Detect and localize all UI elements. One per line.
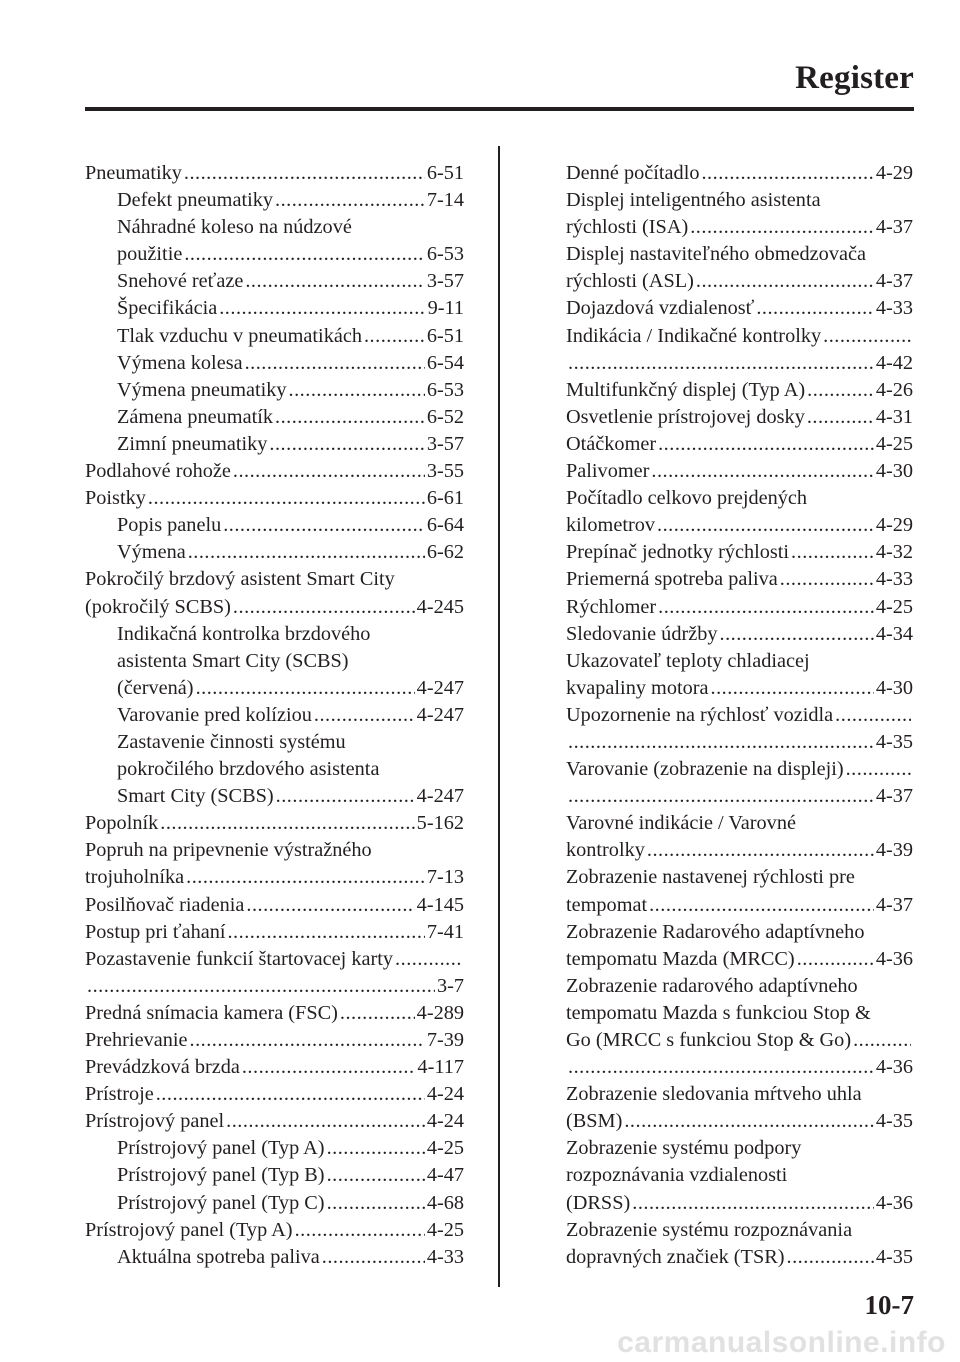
index-entry: Zobrazenie systému podpory <box>566 1137 802 1160</box>
dot-leader <box>701 160 873 187</box>
index-entry <box>85 539 464 566</box>
page-title: Register <box>795 60 914 96</box>
entry-text: Snehové reťaze <box>117 270 244 293</box>
entry-page: 4-35 <box>875 1110 913 1133</box>
dot-leader <box>651 458 873 485</box>
entry-text: Palivomer <box>566 460 650 483</box>
index-entry: rozpoznávania vzdialenosti <box>566 1164 788 1187</box>
entry-text: Osvetlenie prístrojovej dosky <box>566 405 805 428</box>
entry-page: 4-25 <box>426 1137 464 1160</box>
dot-leader <box>245 350 425 377</box>
index-entry <box>566 431 913 458</box>
entry-text: Postup pri ťahaní <box>85 920 226 943</box>
column-divider <box>498 146 500 1287</box>
entry-text: Tlak vzduchu v pneumatikách <box>117 324 362 347</box>
entry-text: Dojazdová vzdialenosť <box>566 297 755 320</box>
entry-page: 6-64 <box>426 514 464 537</box>
entry-text: Prepínač jednotky rýchlosti <box>566 541 790 564</box>
index-entry <box>566 1108 913 1135</box>
index-entry <box>566 756 913 783</box>
index-entry <box>85 1190 464 1217</box>
entry-page: 4-31 <box>875 405 913 428</box>
entry-text: Prístrojový panel (Typ C) <box>117 1191 325 1214</box>
entry-text: Aktuálna spotreba paliva <box>117 1245 320 1268</box>
entry-page: 6-51 <box>426 324 464 347</box>
dot-leader <box>807 404 874 431</box>
index-entry <box>566 702 913 729</box>
index-entry <box>85 702 464 729</box>
entry-text: Otáčkomer <box>566 432 657 455</box>
entry-page: 7-14 <box>426 189 464 212</box>
dot-leader <box>223 512 425 539</box>
index-entry: pokročilého brzdového asistenta <box>117 758 380 781</box>
dot-leader <box>720 621 874 648</box>
dot-leader <box>314 702 415 729</box>
dot-leader <box>184 241 424 268</box>
entry-page: 4-36 <box>875 1191 913 1214</box>
index-entry: Zobrazenie systému rozpoznávania <box>566 1218 853 1241</box>
index-entry <box>85 268 464 295</box>
entry-text: Upozornenie na rýchlosť vozidla <box>566 703 834 726</box>
entry-page: 4-33 <box>875 568 913 591</box>
index-entry <box>85 892 464 919</box>
index-entry <box>85 1162 464 1189</box>
entry-page: 4-117 <box>417 1056 464 1079</box>
dot-leader <box>233 458 425 485</box>
index-entry <box>566 295 913 322</box>
entry-page: 4-34 <box>875 622 913 645</box>
entry-text: kvapaliny motora <box>566 676 709 699</box>
dot-leader <box>322 1244 425 1271</box>
entry-text: Prístroje <box>85 1083 154 1106</box>
entry-page: 4-30 <box>875 676 913 699</box>
entry-page: 4-247 <box>416 676 464 699</box>
entry-text: Prehrievanie <box>85 1029 188 1051</box>
dot-leader <box>295 1217 425 1244</box>
index-entry <box>566 214 913 241</box>
dot-leader <box>658 594 874 621</box>
entry-text: (pokročilý SCBS) <box>85 595 231 618</box>
entry-text: kontrolky <box>566 839 645 862</box>
entry-text: Poistky <box>85 487 146 510</box>
dot-leader <box>186 864 425 891</box>
dot-leader <box>276 783 415 810</box>
index-entry <box>566 594 913 621</box>
entry-page: 3-55 <box>426 460 464 483</box>
dot-leader <box>624 1108 873 1135</box>
entry-page: 4-26 <box>875 378 913 401</box>
index-entry <box>566 160 913 187</box>
entry-page: 4-36 <box>875 1056 913 1079</box>
dot-leader <box>190 1027 425 1054</box>
entry-text: Varovanie (zobrazenie na displeji) <box>566 758 844 781</box>
entry-page: 4-145 <box>416 893 464 916</box>
dot-leader <box>647 837 874 864</box>
index-entry: Zobrazenie Radarového adaptívneho <box>566 920 865 943</box>
entry-text: Prístrojový panel (Typ A) <box>117 1137 325 1160</box>
entry-text: tempomatu Mazda (MRCC) <box>566 947 795 970</box>
index-entry: Varovné indikácie / Varovné <box>566 812 796 835</box>
index-entry <box>85 350 464 377</box>
entry-page: 4-30 <box>875 460 913 483</box>
entry-text: Prístrojový panel <box>85 1110 225 1133</box>
entry-page: 3-57 <box>426 270 464 293</box>
index-entry <box>566 783 913 810</box>
entry-page: 4-36 <box>875 947 913 970</box>
entry-page: 4-37 <box>875 893 913 916</box>
index-entry <box>85 1135 464 1162</box>
index-entry <box>566 946 913 973</box>
entry-text: rýchlosti (ISA) <box>566 216 689 239</box>
index-entry <box>85 1054 464 1081</box>
index-entry: Displej inteligentného asistenta <box>566 189 821 212</box>
entry-page: 6-61 <box>426 487 464 510</box>
index-entry <box>85 864 464 891</box>
entry-text: (DRSS) <box>566 1191 631 1214</box>
dot-leader <box>568 350 874 377</box>
entry-page: 6-54 <box>426 351 464 374</box>
entry-page: 4-33 <box>426 1245 464 1268</box>
dot-leader <box>340 1000 415 1027</box>
index-entry <box>85 431 464 458</box>
entry-page: 4-29 <box>875 514 913 537</box>
index-entry: Počítadlo celkovo prejdených <box>566 487 808 510</box>
index-entry <box>85 187 464 214</box>
entry-page: 6-53 <box>426 378 464 401</box>
index-entry <box>566 1027 913 1054</box>
dot-leader <box>807 377 874 404</box>
dot-leader <box>756 295 873 322</box>
dot-leader <box>246 892 414 919</box>
dot-leader <box>568 1054 874 1081</box>
index-entry <box>85 512 464 539</box>
entry-page: 4-37 <box>875 270 913 293</box>
entry-page: 4-247 <box>416 785 464 808</box>
entry-page: 4-35 <box>875 1245 913 1268</box>
entry-text: Špecifikácia <box>117 297 218 320</box>
index-entry <box>85 1000 464 1027</box>
entry-text: Varovanie pred kolíziou <box>117 703 312 726</box>
entry-page: 3-7 <box>436 974 464 997</box>
dot-leader <box>846 756 911 783</box>
index-entry <box>85 1081 464 1108</box>
dot-leader <box>787 1244 874 1271</box>
entry-text: Multifunkčný displej (Typ A) <box>566 378 806 401</box>
index-entry: Pokročilý brzdový asistent Smart City <box>85 568 395 591</box>
index-entry <box>85 404 464 431</box>
index-entry: Zobrazenie sledovania mŕtveho uhla <box>566 1083 862 1106</box>
entry-page: 4-25 <box>426 1218 464 1241</box>
entry-page: 9-11 <box>427 297 464 320</box>
index-entry <box>85 1108 464 1135</box>
index-entry <box>85 1217 464 1244</box>
index-entry <box>566 350 913 377</box>
dot-leader <box>780 566 874 593</box>
entry-text: Zimní pneumatiky <box>117 432 268 455</box>
index-entry <box>566 458 913 485</box>
dot-leader <box>797 946 874 973</box>
entry-text: dopravných značiek (TSR) <box>566 1245 785 1268</box>
entry-text: Výmena pneumatiky <box>117 378 287 401</box>
entry-page: 4-25 <box>875 432 913 455</box>
index-entry <box>85 458 464 485</box>
index-entry <box>85 377 464 404</box>
index-entry <box>566 1190 913 1217</box>
index-entry <box>566 729 913 756</box>
dot-leader <box>269 431 424 458</box>
dot-leader <box>227 919 424 946</box>
index-entry <box>566 566 913 593</box>
index-entry <box>566 675 913 702</box>
dot-leader <box>568 783 874 810</box>
dot-leader <box>160 810 414 837</box>
index-entry <box>85 1244 464 1271</box>
index-entry: Náhradné koleso na núdzové <box>117 216 352 239</box>
dot-leader <box>87 973 435 1000</box>
index-entry <box>566 268 913 295</box>
index-entry: Popruh na pripevnenie výstražného <box>85 839 372 862</box>
entry-text: Denné počítadlo <box>566 162 700 184</box>
index-entry <box>85 946 464 973</box>
dot-leader <box>184 160 425 187</box>
entry-page: 4-25 <box>875 595 913 618</box>
dot-leader <box>835 702 911 729</box>
entry-text: Prístrojový panel (Typ A) <box>85 1218 293 1241</box>
dot-leader <box>289 377 425 404</box>
dot-leader <box>658 431 874 458</box>
index-entry <box>566 404 913 431</box>
entry-text: Pozastavenie funkcií štartovacej karty <box>85 947 394 970</box>
dot-leader <box>188 539 425 566</box>
dot-leader <box>649 892 874 919</box>
dot-leader <box>395 946 462 973</box>
entry-page: 3-57 <box>426 432 464 455</box>
dot-leader <box>275 404 425 431</box>
index-entry: Ukazovateľ teploty chladiacej <box>566 649 810 672</box>
index-entry <box>566 512 913 539</box>
index-entry <box>85 919 464 946</box>
entry-page: 4-37 <box>875 785 913 808</box>
page-number: 10-7 <box>864 1290 914 1320</box>
index-entry: asistenta Smart City (SCBS) <box>117 649 349 672</box>
index-entry <box>85 1027 464 1054</box>
entry-page: 6-51 <box>426 162 464 184</box>
dot-leader <box>226 1108 425 1135</box>
entry-text: Posilňovač riadenia <box>85 893 245 916</box>
dot-leader <box>196 675 415 702</box>
entry-page: 4-47 <box>426 1164 464 1187</box>
index-entry: Zobrazenie radarového adaptívneho <box>566 974 858 997</box>
dot-leader <box>233 594 415 621</box>
index-entry <box>566 892 913 919</box>
entry-text: Výmena <box>117 541 186 564</box>
index-entry <box>566 323 913 350</box>
entry-text: Prevádzková brzda <box>85 1056 240 1079</box>
entry-page: 7-13 <box>426 866 464 889</box>
dot-leader <box>327 1190 425 1217</box>
entry-page: 4-289 <box>416 1001 464 1024</box>
entry-page: 4-68 <box>426 1191 464 1214</box>
entry-text: (červená) <box>117 676 194 699</box>
entry-page: 4-29 <box>875 162 913 184</box>
dot-leader <box>568 729 874 756</box>
entry-page: 5-162 <box>416 812 464 835</box>
entry-page: 4-32 <box>875 541 913 564</box>
entry-text: Prístrojový panel (Typ B) <box>117 1164 325 1187</box>
entry-text: Predná snímacia kamera (FSC) <box>85 1001 338 1024</box>
entry-page: 6-52 <box>426 405 464 428</box>
entry-page: 6-53 <box>426 243 464 266</box>
index-entry <box>566 1054 913 1081</box>
dot-leader <box>696 268 874 295</box>
entry-page: 4-39 <box>875 839 913 862</box>
dot-leader <box>327 1135 425 1162</box>
index-entry <box>566 837 913 864</box>
entry-text: Popis panelu <box>117 514 222 537</box>
index-entry <box>566 621 913 648</box>
index-entry: Zobrazenie nastavenej rýchlosti pre <box>566 866 855 889</box>
index-entry: tempomatu Mazda s funkciou Stop & <box>566 1001 871 1024</box>
entry-page: 4-37 <box>875 216 913 239</box>
index-entry <box>85 485 464 512</box>
index-entry <box>85 810 464 837</box>
entry-text: Popolník <box>85 812 159 835</box>
entry-page: 7-39 <box>426 1029 464 1051</box>
dot-leader <box>657 512 874 539</box>
index-entry <box>85 594 464 621</box>
entry-text: Go (MRCC s funkciou Stop & Go) <box>566 1029 852 1051</box>
dot-leader <box>632 1190 874 1217</box>
entry-text: Pneumatiky <box>85 162 182 184</box>
header-rule <box>85 107 914 111</box>
index-entry <box>85 241 464 268</box>
entry-page: 4-33 <box>875 297 913 320</box>
entry-text: (BSM) <box>566 1110 623 1133</box>
index-entry <box>566 539 913 566</box>
entry-page: 4-24 <box>426 1110 464 1133</box>
entry-page: 6-62 <box>426 541 464 564</box>
index-entry <box>85 295 464 322</box>
dot-leader <box>364 323 425 350</box>
entry-page: 4-42 <box>875 351 913 374</box>
entry-text: Indikácia / Indikačné kontrolky <box>566 324 822 347</box>
entry-page: 4-24 <box>426 1083 464 1106</box>
entry-text: Defekt pneumatiky <box>117 189 274 212</box>
index-entry <box>85 323 464 350</box>
dot-leader <box>791 539 874 566</box>
watermark: carmanualsonline.info <box>617 1326 946 1359</box>
index-column-left <box>85 160 464 1271</box>
entry-text: Smart City (SCBS) <box>117 785 274 808</box>
dot-leader <box>275 187 425 214</box>
entry-text: Priemerná spotreba paliva <box>566 568 778 591</box>
entry-text: kilometrov <box>566 514 655 537</box>
entry-page: 4-247 <box>416 703 464 726</box>
dot-leader <box>327 1162 425 1189</box>
entry-text: Sledovanie údržby <box>566 622 718 645</box>
index-entry <box>85 973 464 1000</box>
dot-leader <box>156 1081 425 1108</box>
index-entry <box>85 675 464 702</box>
dot-leader <box>219 295 425 322</box>
entry-text: Podlahové rohože <box>85 460 231 483</box>
dot-leader <box>245 268 424 295</box>
index-entry <box>566 1244 913 1271</box>
entry-page: 4-35 <box>875 730 913 753</box>
dot-leader <box>711 675 874 702</box>
index-entry: Displej nastaviteľného obmedzovača <box>566 243 866 266</box>
index-column-right <box>566 160 913 1271</box>
index-entry <box>85 160 464 187</box>
entry-text: Zámena pneumatík <box>117 405 273 428</box>
dot-leader <box>823 323 911 350</box>
index-entry <box>85 783 464 810</box>
entry-text: použitie <box>117 243 183 266</box>
entry-text: trojuholníka <box>85 866 185 889</box>
index-entry: Zastavenie činnosti systému <box>117 730 346 753</box>
dot-leader <box>853 1027 911 1054</box>
index-entry <box>566 377 913 404</box>
entry-text: Rýchlomer <box>566 595 657 618</box>
entry-text: Výmena kolesa <box>117 351 243 374</box>
entry-text: tempomat <box>566 893 648 916</box>
entry-page: 7-41 <box>426 920 464 943</box>
dot-leader <box>242 1054 416 1081</box>
dot-leader <box>690 214 874 241</box>
entry-text: rýchlosti (ASL) <box>566 270 694 293</box>
dot-leader <box>148 485 425 512</box>
index-entry: Indikačná kontrolka brzdového <box>117 622 371 645</box>
entry-page: 4-245 <box>416 595 464 618</box>
